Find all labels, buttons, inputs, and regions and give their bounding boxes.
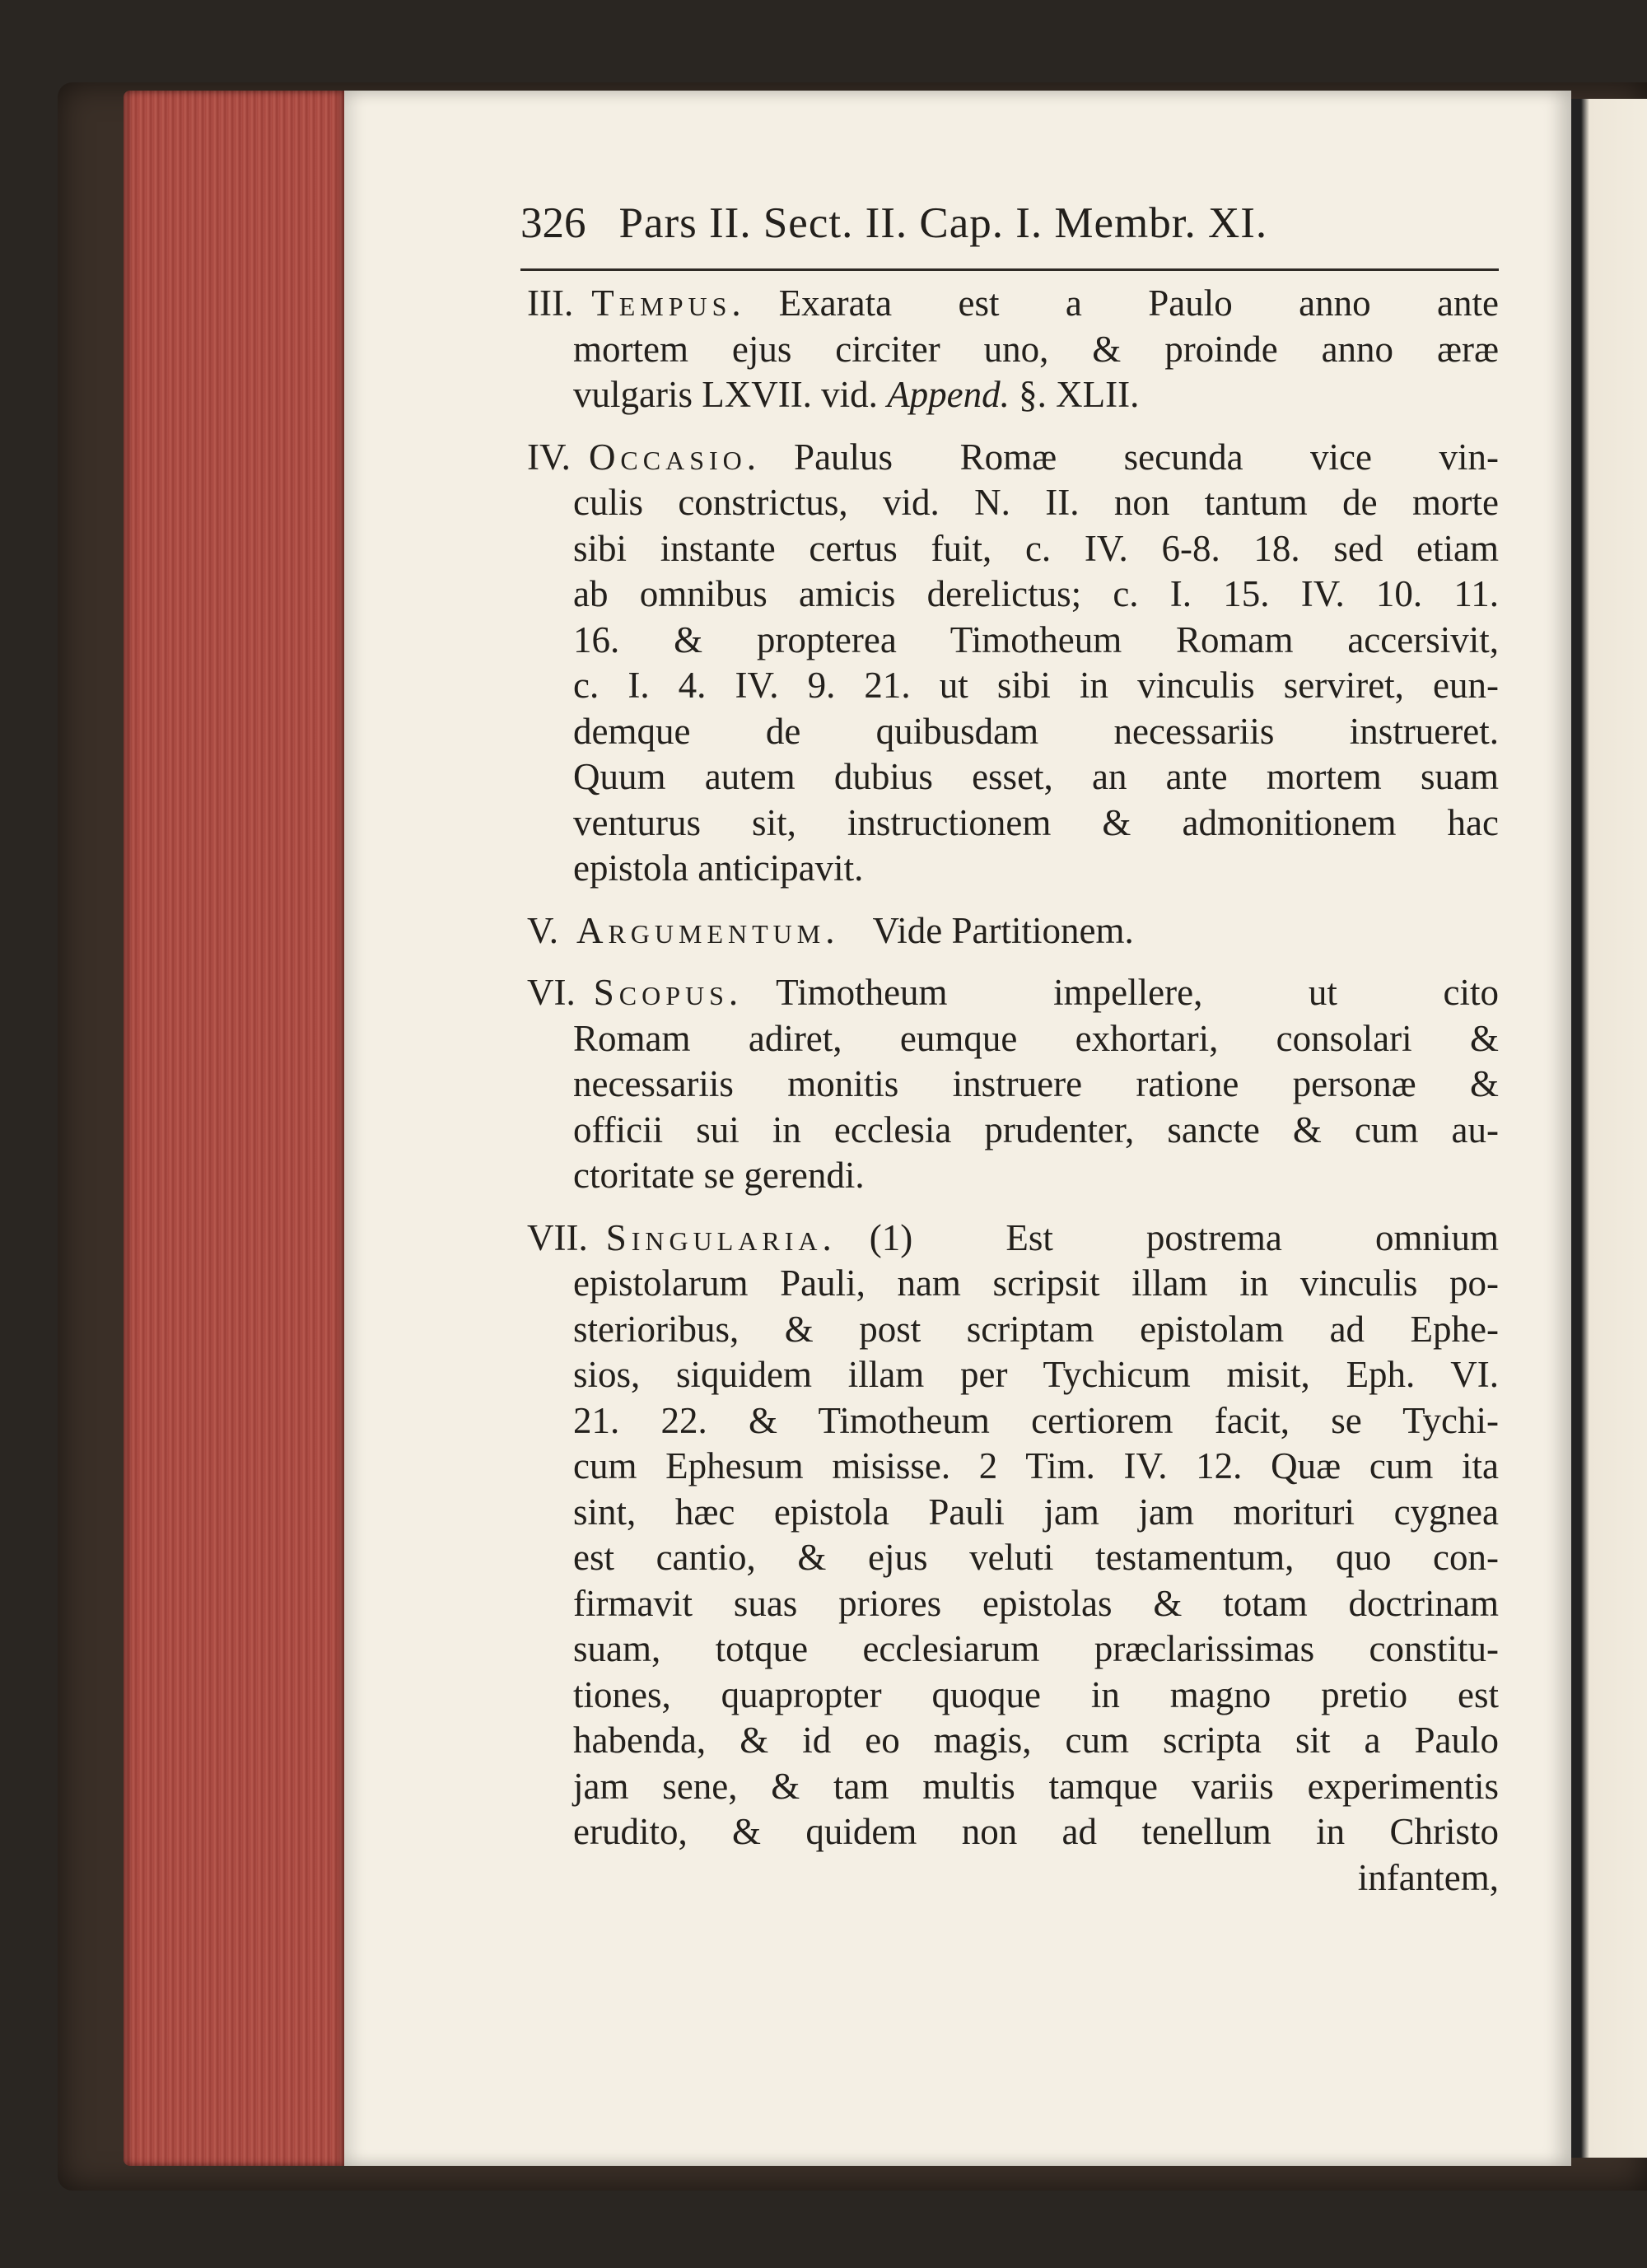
- section-line: Quum autem dubius esset, an ante mortem suam: [573, 756, 1499, 797]
- section-first-line: [527, 435, 1499, 481]
- section-line: firmavit suas priores epistolas & totam doctrinam: [573, 1582, 1499, 1624]
- section-line: jam sene, & tam multis tamque variis experimentis: [573, 1765, 1499, 1807]
- section-line: sterioribus, & post scriptam epistolam ad Ephe-: [573, 1308, 1499, 1350]
- section-numeral: III.: [527, 282, 574, 324]
- section-scopus: [527, 970, 1499, 1199]
- section-singularia: [527, 1216, 1499, 1902]
- section-line: 21. 22. & Timotheum certiorem facit, se Tychi-: [573, 1399, 1499, 1441]
- section-numeral: IV.: [527, 436, 571, 478]
- section-line: demque de quibusdam necessariis instrueret.: [573, 710, 1499, 752]
- section-line: suam, totque ecclesiarum præclarissimas constitu-: [573, 1628, 1499, 1669]
- section-line: [527, 372, 1499, 418]
- section-heading: Scopus.: [593, 972, 744, 1013]
- section-line: mortem ejus circiter uno, & proinde anno æræ: [573, 328, 1499, 370]
- section-first-line: [527, 1216, 1499, 1262]
- section-line: epistolarum Pauli, nam scripsit illam in vinculis po-: [573, 1262, 1499, 1304]
- section-line: habenda, & id eo magis, cum scripta sit a Paulo: [573, 1720, 1499, 1761]
- section-line: necessariis monitis instruere ratione personæ &: [573, 1063, 1499, 1104]
- section-text: Paulus Romæ secunda vice vin-: [794, 436, 1499, 478]
- section-line: erudito, & quidem non ad tenellum in Christo: [573, 1811, 1499, 1852]
- section-line: venturus sit, instructionem & admonitionem hac: [573, 801, 1499, 843]
- section-occasio: [527, 435, 1499, 892]
- section-line: epistola anticipavit.: [573, 847, 864, 889]
- section-heading: Occasio.: [588, 436, 762, 478]
- section-numeral: VI.: [527, 972, 576, 1013]
- section-line: c. I. 4. IV. 9. 21. ut sibi in vinculis serviret, eun-: [573, 665, 1499, 706]
- facing-page-edge: [1571, 99, 1647, 2158]
- section-line: est cantio, & ejus veluti testamentum, quo con-: [573, 1537, 1499, 1578]
- section-heading: Tempus.: [591, 282, 746, 324]
- section-tempus: [527, 281, 1499, 418]
- section-first-line: [527, 908, 1499, 954]
- section-numeral: V.: [527, 909, 558, 951]
- page-edge: [124, 91, 346, 2166]
- section-line: ctoritate se gerendi.: [573, 1155, 865, 1196]
- section-line: sibi instante certus fuit, c. IV. 6-8. 18. sed etiam: [573, 527, 1499, 569]
- section-text: Timotheum impellere, ut cito: [776, 972, 1499, 1013]
- section-numeral: VII.: [527, 1216, 588, 1258]
- section-line: ab omnibus amicis derelictus; c. I. 15. IV. 10. 11.: [573, 573, 1499, 614]
- section-line: officii sui in ecclesia prudenter, sancte & cum au-: [573, 1108, 1499, 1150]
- page-number: 326: [520, 199, 586, 247]
- text-block: [520, 196, 1499, 1917]
- section-text: (1) Est postrema omnium: [869, 1216, 1499, 1258]
- section-line: sint, hæc epistola Pauli jam jam morituri cygnea: [573, 1491, 1499, 1533]
- section-line: culis constrictus, vid. N. II. non tantum de morte: [573, 482, 1499, 523]
- section-text: vulgaris LXVII. vid.: [573, 374, 878, 415]
- running-head: Pars II. Sect. II. Cap. I. Membr. XI.: [618, 199, 1268, 247]
- section-heading: Singularia.: [605, 1216, 837, 1258]
- section-line: cum Ephesum misisse. 2 Tim. IV. 12. Quæ cum ita: [573, 1445, 1499, 1486]
- section-first-line: [527, 970, 1499, 1016]
- section-line: Romam adiret, eumque exhortari, consolari &: [573, 1017, 1499, 1059]
- section-line: sios, siquidem illam per Tychicum misit, Eph. VI.: [573, 1354, 1499, 1395]
- section-text: Exarata est a Paulo anno ante: [778, 282, 1499, 324]
- appendix-reference: Append.: [887, 374, 1010, 415]
- catchword: infantem,: [1357, 1856, 1499, 1898]
- section-line: 16. & propterea Timotheum Romam accersivit,: [573, 618, 1499, 660]
- section-heading: Argumentum.: [576, 909, 840, 951]
- section-argumentum: [527, 908, 1499, 954]
- section-text: §. XLII.: [1019, 374, 1140, 415]
- section-first-line: [527, 281, 1499, 327]
- page-header: [520, 196, 1499, 271]
- section-line: tiones, quapropter quoque in magno pretio est: [573, 1673, 1499, 1715]
- section-text: Vide Partitionem.: [872, 909, 1134, 951]
